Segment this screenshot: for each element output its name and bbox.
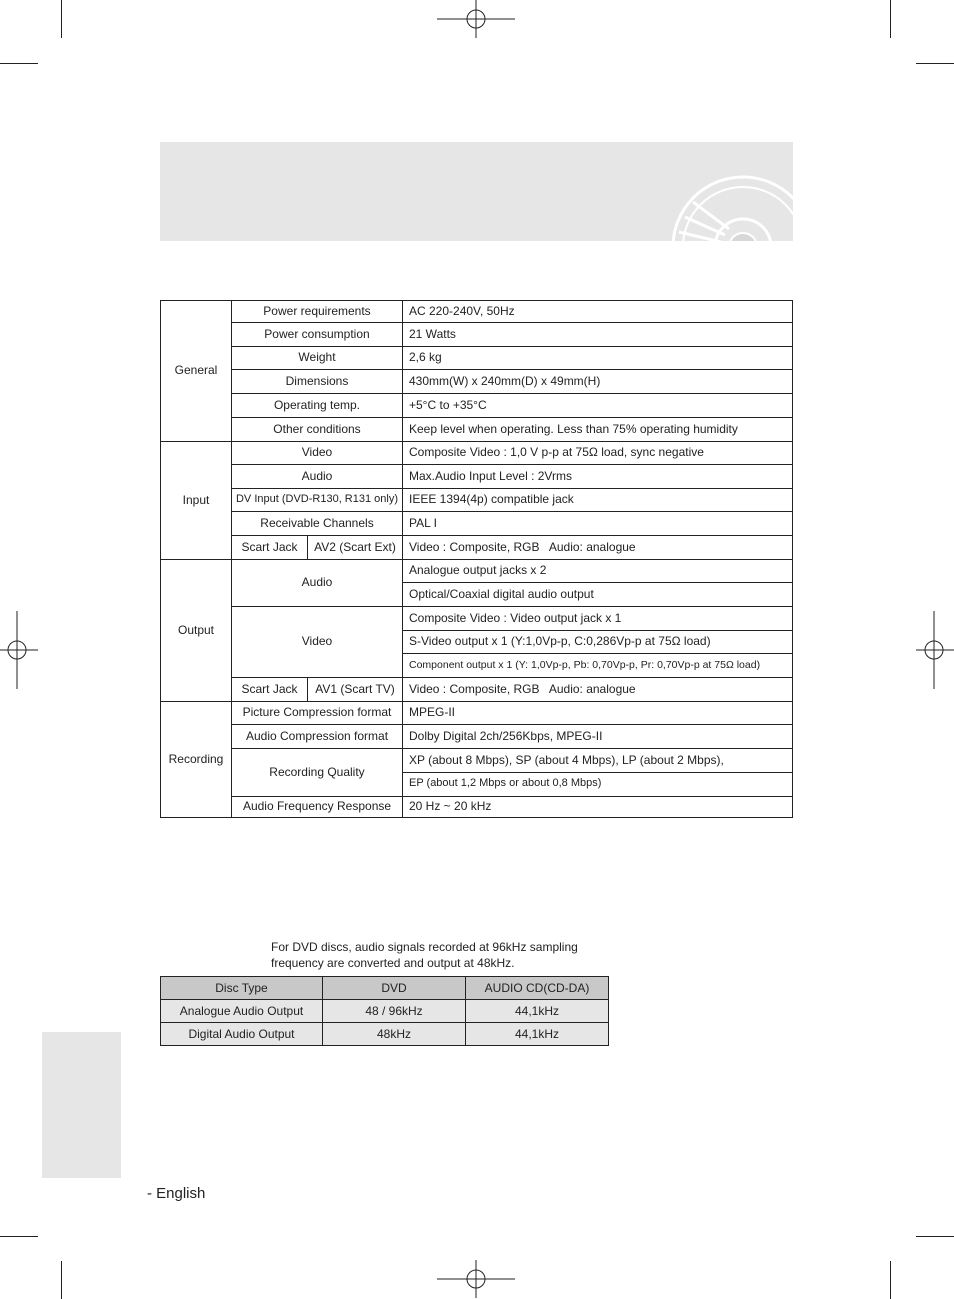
spec-item: Scart Jack bbox=[241, 681, 298, 696]
page-footer: - English bbox=[147, 1185, 206, 1202]
spec-item: Video bbox=[301, 634, 333, 649]
header-banner bbox=[160, 142, 793, 241]
spec-value: S-Video output x 1 (Y:1,0Vp-p, C:0,286Vp-p at 75Ω load) bbox=[409, 634, 711, 649]
spec-value: Composite Video : 1,0 V p-p at 75Ω load, sync negative bbox=[409, 445, 704, 460]
spec-value: XP (about 8 Mbps), SP (about 4 Mbps), LP (about 2 Mbps), bbox=[409, 752, 724, 767]
table-header: DVD bbox=[323, 977, 466, 1000]
spec-value: Optical/Coaxial digital audio output bbox=[409, 586, 594, 601]
table-cell: Digital Audio Output bbox=[161, 1023, 323, 1046]
category-recording: Recording bbox=[168, 751, 224, 766]
spec-value: EP (about 1,2 Mbps or about 0,8 Mbps) bbox=[409, 777, 602, 790]
registration-mark-left bbox=[0, 611, 40, 689]
spec-value: Dolby Digital 2ch/256Kbps, MPEG-II bbox=[409, 728, 603, 743]
spec-value: 21 Watts bbox=[409, 326, 456, 341]
spec-value: IEEE 1394(4p) compatible jack bbox=[409, 492, 574, 507]
category-general: General bbox=[174, 363, 218, 378]
spec-item: DV Input (DVD-R130, R131 only) bbox=[235, 492, 398, 505]
spec-item: Power requirements bbox=[263, 303, 371, 318]
registration-mark-top bbox=[437, 0, 517, 40]
audio-output-table bbox=[160, 976, 609, 1046]
spec-item: Dimensions bbox=[285, 373, 349, 388]
category-input: Input bbox=[182, 492, 210, 507]
spec-item: Audio bbox=[301, 468, 333, 483]
spec-value: Video : Composite, RGB Audio: analogue bbox=[409, 539, 636, 554]
spec-item: Recording Quality bbox=[269, 764, 365, 779]
table-header: Disc Type bbox=[161, 977, 323, 1000]
table-cell: 48kHz bbox=[323, 1023, 466, 1046]
spec-item: Other conditions bbox=[273, 421, 361, 436]
spec-value: Keep level when operating. Less than 75% operating humidity bbox=[409, 421, 738, 436]
spec-item: Video bbox=[301, 445, 333, 460]
spec-item: Picture Compression format bbox=[242, 705, 392, 720]
category-output: Output bbox=[177, 622, 215, 637]
spec-value: 20 Hz ~ 20 kHz bbox=[409, 799, 492, 814]
spec-subitem: AV2 (Scart Ext) bbox=[314, 539, 396, 554]
spec-value: Max.Audio Input Level : 2Vrms bbox=[409, 468, 572, 483]
table-header-row bbox=[161, 977, 609, 1000]
audio-note: For DVD discs, audio signals recorded at 96kHz sampling frequency are converted and output at 48kHz. bbox=[271, 940, 578, 970]
table-cell: 44,1kHz bbox=[466, 1000, 609, 1023]
side-tab bbox=[42, 1032, 121, 1178]
registration-mark-right bbox=[914, 611, 954, 689]
spec-item: Audio bbox=[301, 575, 333, 590]
spec-value: 2,6 kg bbox=[409, 350, 442, 365]
spec-item: Operating temp. bbox=[273, 397, 361, 412]
spec-item: Power consumption bbox=[264, 326, 370, 341]
disc-icon bbox=[665, 157, 793, 241]
spec-value: 430mm(W) x 240mm(D) x 49mm(H) bbox=[409, 373, 601, 388]
table-row bbox=[161, 1000, 609, 1023]
spec-subitem: AV1 (Scart TV) bbox=[315, 681, 395, 696]
spec-value: Composite Video : Video output jack x 1 bbox=[409, 610, 622, 625]
spec-item: Receivable Channels bbox=[260, 515, 374, 530]
table-header: AUDIO CD(CD-DA) bbox=[466, 977, 609, 1000]
spec-item: Audio Frequency Response bbox=[242, 799, 392, 814]
registration-mark-bottom bbox=[437, 1260, 517, 1299]
table-cell: Analogue Audio Output bbox=[161, 1000, 323, 1023]
spec-value: PAL I bbox=[409, 515, 438, 530]
spec-item: Weight bbox=[298, 350, 336, 365]
spec-value: Video : Composite, RGB Audio: analogue bbox=[409, 681, 636, 696]
spec-item: Audio Compression format bbox=[245, 728, 389, 743]
spec-value: MPEG-II bbox=[409, 705, 456, 720]
table-cell: 44,1kHz bbox=[466, 1023, 609, 1046]
spec-item: Scart Jack bbox=[241, 539, 298, 554]
table-row bbox=[161, 1023, 609, 1046]
spec-value: AC 220-240V, 50Hz bbox=[409, 303, 515, 318]
spec-value: Analogue output jacks x 2 bbox=[409, 563, 547, 578]
table-cell: 48 / 96kHz bbox=[323, 1000, 466, 1023]
spec-value: Component output x 1 (Y: 1,0Vp-p, Pb: 0,70Vp-p, Pr: 0,70Vp-p at 75Ω load) bbox=[409, 658, 761, 671]
spec-value: +5°C to +35°C bbox=[409, 397, 487, 412]
